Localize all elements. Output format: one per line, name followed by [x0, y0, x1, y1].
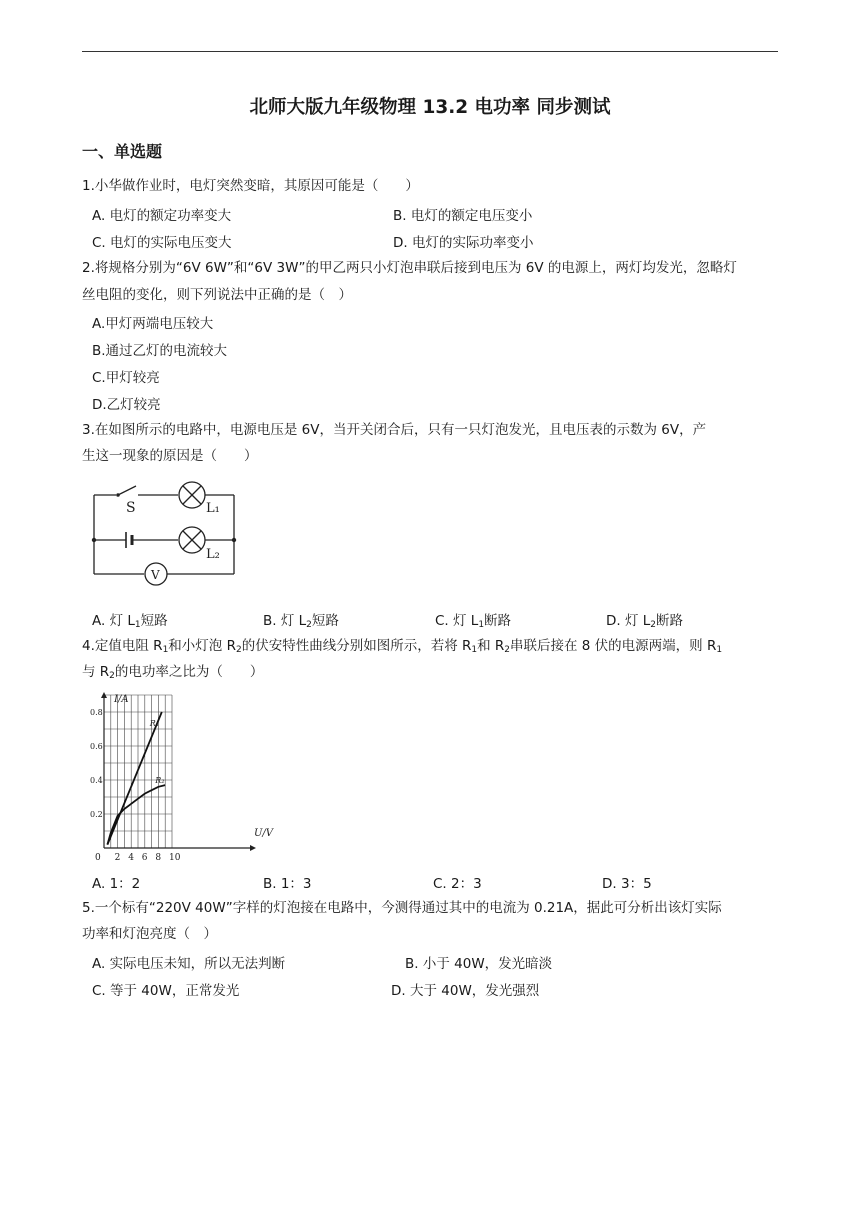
q2-option-a[interactable]: A.甲灯两端电压较大: [92, 316, 214, 332]
q3-option-d[interactable]: D. 灯 $L_2$断路: [606, 613, 684, 630]
question-3-stem-line1: 3.在如图所示的电路中，电源电压是 6V，当开关闭合后，只有一只灯泡发光，且电压表的示数为 6V，产: [82, 422, 707, 438]
series-label-2: R₂: [155, 776, 165, 786]
q2-option-b[interactable]: B.通过乙灯的电流较大: [92, 343, 228, 359]
series-line-2: [107, 785, 165, 845]
x-tick-label: 6: [141, 853, 148, 863]
q2-option-c[interactable]: C.甲灯较亮: [92, 370, 160, 386]
q3-option-c[interactable]: C. 灯 $L_1$断路: [435, 613, 512, 630]
q5-option-d[interactable]: D. 大于 40W，发光强烈: [391, 983, 540, 999]
lamp1-label: L₁: [206, 501, 220, 516]
q4-option-c[interactable]: C. 2：3: [433, 876, 482, 892]
question-4-stem-line1: 4.定值电阻 $R_1$和小灯泡 $R_2$的伏安特性曲线分别如图所示，若将 $R_1$和 $R_2$串联后接在 8 伏的电源两端，则 $R_1$: [82, 638, 723, 655]
iv-characteristic-chart: [88, 690, 274, 863]
switch-lever: [118, 486, 136, 495]
q5-option-b[interactable]: B. 小于 40W，发光暗淡: [405, 956, 553, 972]
x-axis-label: U/V: [254, 828, 274, 839]
lamp2-label: L₂: [206, 547, 220, 562]
y-tick-label: 0.8: [90, 708, 103, 717]
circuit-diagram: [88, 482, 240, 580]
question-2-stem-line1: 2.将规格分别为“6V 6W”和“6V 3W”的甲乙两只小灯泡串联后接到电压为 6V 的电源上，两灯均发光，忽略灯: [82, 260, 737, 276]
q2-option-d[interactable]: D.乙灯较亮: [92, 397, 161, 413]
q3-option-a[interactable]: A. 灯 $L_1$短路: [92, 613, 168, 630]
question-2-stem-line2: 丝电阻的变化，则下列说法中正确的是（ ）: [82, 287, 352, 303]
voltmeter-label: V: [151, 568, 160, 582]
y-tick-label: 0.6: [90, 742, 103, 751]
q1-option-a[interactable]: A. 电灯的额定功率变大: [92, 208, 232, 224]
x-tick-label: 2: [114, 853, 121, 863]
y-tick-label: 0.2: [90, 810, 103, 819]
section-heading: 一、单选题: [82, 142, 163, 161]
top-rule: [82, 51, 778, 52]
question-5-stem-line2: 功率和灯泡亮度（ ）: [82, 926, 217, 942]
q1-option-b[interactable]: B. 电灯的额定电压变小: [393, 208, 533, 224]
series-line-1: [107, 712, 161, 845]
question-3-stem-line2: 生这一现象的原因是（ ）: [82, 448, 258, 464]
q3-option-b[interactable]: B. 灯 $L_2$短路: [263, 613, 339, 630]
question-1-stem: 1.小华做作业时，电灯突然变暗，其原因可能是（ ）: [82, 178, 419, 194]
x-tick-label: 8: [155, 853, 162, 863]
q4-option-b[interactable]: B. 1：3: [263, 876, 312, 892]
x-tick-label: 10: [169, 853, 181, 863]
q4-option-a[interactable]: A. 1：2: [92, 876, 141, 892]
q5-option-a[interactable]: A. 实际电压未知，所以无法判断: [92, 956, 286, 972]
q1-option-c[interactable]: C. 电灯的实际电压变大: [92, 235, 232, 251]
q4-option-d[interactable]: D. 3：5: [602, 876, 652, 892]
q5-option-c[interactable]: C. 等于 40W，正常发光: [92, 983, 240, 999]
series-label-1: R₁: [149, 719, 160, 728]
y-axis-label: I/A: [114, 694, 129, 705]
switch-label: S: [126, 500, 136, 516]
page-title: 北师大版九年级物理 13.2 电功率 同步测试: [249, 97, 611, 118]
question-5-stem-line1: 5.一个标有“220V 40W”字样的灯泡接在电路中，今测得通过其中的电流为 0.21A，据此可分析出该灯实际: [82, 900, 722, 916]
q1-option-d[interactable]: D. 电灯的实际功率变小: [393, 235, 534, 251]
y-tick-label: 0.4: [90, 776, 103, 785]
x-tick-label: 0: [95, 853, 101, 863]
x-tick-label: 4: [128, 853, 134, 863]
question-4-stem-line2: 与 $R_2$的电功率之比为（ ）: [82, 664, 264, 681]
